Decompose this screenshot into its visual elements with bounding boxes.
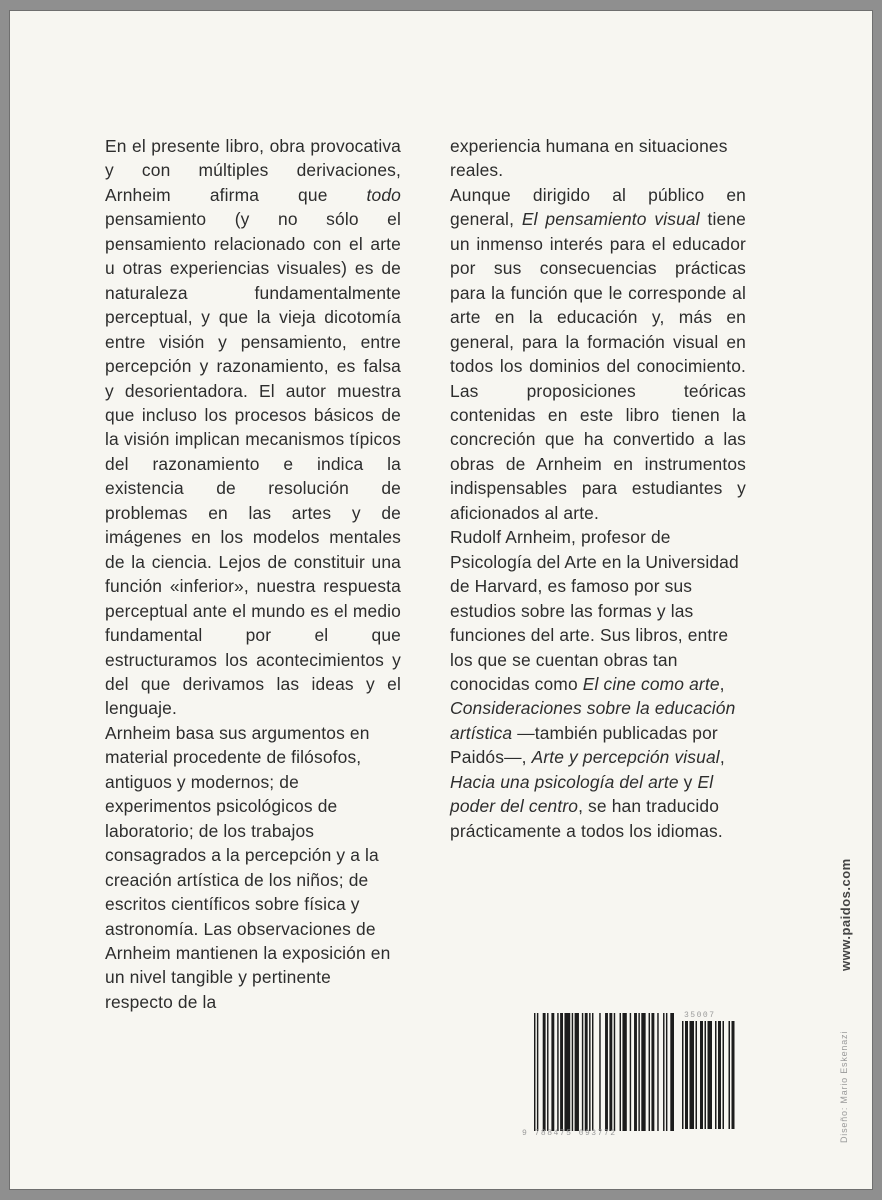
barcode-bar — [557, 1013, 558, 1131]
text-run: experiencia humana en situaciones reales. — [450, 136, 728, 181]
barcode-bar — [620, 1013, 621, 1131]
barcode-bar — [708, 1021, 713, 1129]
isbn-digits: 9 788475 093772 — [522, 1129, 617, 1138]
paragraph — [105, 721, 401, 1014]
barcode-bar — [537, 1013, 538, 1131]
barcode-bar — [609, 1013, 612, 1131]
barcode-bar — [715, 1021, 717, 1129]
barcode-addon-bars — [682, 1021, 744, 1129]
barcode-bar — [682, 1021, 684, 1129]
book-title: Arte y percepción visual — [531, 747, 720, 768]
barcode-bar — [663, 1013, 664, 1131]
barcode-bar — [723, 1021, 725, 1129]
barcode-bar — [718, 1021, 721, 1129]
barcode-bar — [638, 1013, 639, 1131]
text-run: pensamiento (y no sólo el pensamiento relacionado con el arte u otras experiencias visuales) es de naturaleza fundamentalmente perceptual, y que la vieja dicotomía entre visión y pensamiento, entre percepción y razonamiento, es falsa y desorientadora. El autor muestra que incluso los procesos básicos de la visión implican mecanismos típicos del razonamiento e indica la existencia de resolución de problemas en las artes y de imágenes en los modelos mentales de la ciencia. Lejos de constituir una función «inferior», nuestra respuesta perceptual ante el mundo es el medio fundamental por el que estructuramos los acontecimientos y del que derivamos las ideas y el lenguaje. — [105, 209, 401, 719]
barcode-bar — [551, 1013, 554, 1131]
text-run: , se han traducido prácticamente a todos los idiomas. — [450, 796, 723, 841]
isbn-barcode — [522, 1011, 752, 1141]
book-title: Hacia una psicología del arte — [450, 771, 679, 792]
design-credit: Diseño: Mario Eskenazi — [839, 1030, 849, 1143]
barcode-bar — [634, 1013, 637, 1131]
text-run: Rudolf Arnheim, profesor de Psicología del Arte en la Universidad de Harvard, es famoso por sus estudios sobre las formas y las funciones del arte. Sus libros, entre los que se cuentan obras tan conocidas como — [450, 527, 739, 694]
text-run: Aunque dirigido al público en general, — [450, 184, 746, 230]
book-title: El cine como arte — [582, 673, 720, 694]
barcode-bar — [564, 1013, 570, 1131]
barcode-bar — [543, 1013, 546, 1131]
publisher-website: www.paidos.com — [838, 858, 853, 971]
barcode-bar — [649, 1013, 650, 1131]
text-run: , — [719, 673, 725, 694]
barcode-bar — [666, 1013, 667, 1131]
text-run: En el presente libro, obra provocativa y con múltiples derivaciones, Arnheim afirma que — [105, 136, 401, 205]
barcode-bar — [630, 1013, 631, 1131]
paragraph — [450, 525, 746, 843]
barcode-bar — [657, 1013, 658, 1131]
barcode-bar — [705, 1021, 707, 1129]
barcode-bar — [547, 1013, 548, 1131]
book-title: Consideraciones sobre la educación artística — [450, 698, 736, 743]
barcode-bar — [729, 1021, 731, 1129]
barcode-bar — [690, 1021, 695, 1129]
barcode-bar — [599, 1013, 600, 1131]
barcode-bar — [685, 1021, 688, 1129]
barcode-bar — [575, 1013, 579, 1131]
barcode-bar — [696, 1021, 698, 1129]
barcode-bar — [651, 1013, 654, 1131]
text-column-left — [105, 134, 401, 1014]
emphasis: todo — [366, 184, 401, 205]
barcode-bar — [622, 1013, 626, 1131]
addon-digits: 35007 — [684, 1011, 716, 1020]
text-run: , — [719, 747, 725, 768]
barcode-bars — [534, 1013, 674, 1131]
barcode-bar — [589, 1013, 590, 1131]
book-title: El pensamiento visual — [521, 209, 700, 230]
barcode-bar — [732, 1021, 735, 1129]
text-run: —también publicadas por Paidós—, — [450, 722, 718, 768]
back-cover — [9, 10, 873, 1190]
paragraph — [105, 134, 401, 721]
barcode-bar — [572, 1013, 573, 1131]
book-title: El poder del centro — [450, 771, 714, 817]
barcode-bar — [605, 1013, 608, 1131]
barcode-bar — [641, 1013, 645, 1131]
barcode-bar — [592, 1013, 593, 1131]
paragraph — [450, 183, 746, 525]
text-column-right — [450, 134, 746, 843]
barcode-bar — [582, 1013, 583, 1131]
barcode-bar — [670, 1013, 674, 1131]
paragraph — [450, 134, 746, 183]
text-run: tiene un inmenso interés para el educador por sus consecuencias prácticas para la función que le corresponde al arte en la educación y, más en general, para la formación visual en todos los dominios del conocimiento. Las proposiciones teóricas contenidas en este libro tienen la concreción que ha convertido a las obras de Arnheim en instrumentos indispensables para estudiantes y aficionados al arte. — [450, 209, 746, 523]
text-run: y — [678, 771, 698, 792]
text-run: Arnheim basa sus argumentos en material procedente de filósofos, antiguos y modernos; de experimentos psicológicos de laboratorio; de los trabajos consagrados a la percepción y a la creación artística de los niños; de escritos científicos sobre física y astronomía. Las observaciones de Arnheim mantienen la exposición en un nivel tangible y pertinente respecto de la — [105, 722, 391, 1012]
barcode-bar — [614, 1013, 615, 1131]
barcode-bar — [585, 1013, 588, 1131]
barcode-bar — [534, 1013, 535, 1131]
barcode-bar — [560, 1013, 563, 1131]
barcode-bar — [700, 1021, 703, 1129]
